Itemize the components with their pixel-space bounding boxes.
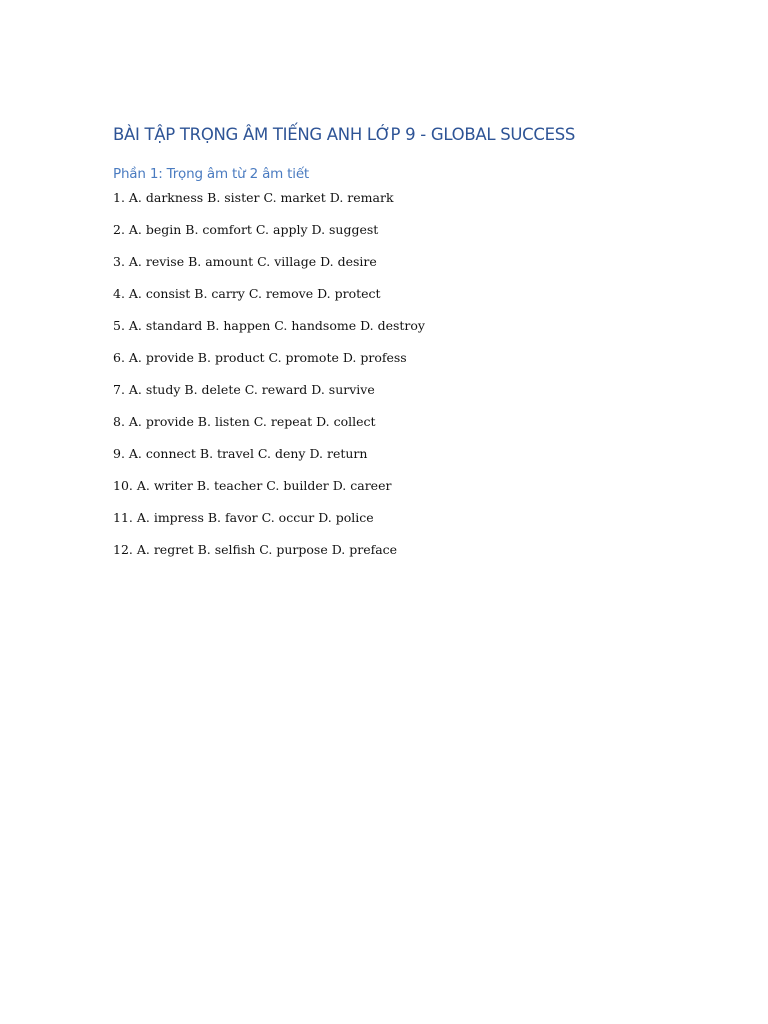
document-title: BÀI TẬP TRỌNG ÂM TIẾNG ANH LỚP 9 - GLOBAL SUCCESS bbox=[113, 125, 576, 144]
question-item: 9. A. connect B. travel C. deny D. return bbox=[113, 446, 368, 461]
question-item: 3. A. revise B. amount C. village D. desire bbox=[113, 254, 377, 269]
question-item: 10. A. writer B. teacher C. builder D. career bbox=[113, 478, 392, 493]
question-item: 7. A. study B. delete C. reward D. survive bbox=[113, 382, 375, 397]
question-item: 1. A. darkness B. sister C. market D. remark bbox=[113, 190, 394, 205]
section-heading: Phần 1: Trọng âm từ 2 âm tiết bbox=[113, 166, 310, 182]
question-item: 8. A. provide B. listen C. repeat D. collect bbox=[113, 414, 376, 429]
question-item: 5. A. standard B. happen C. handsome D. destroy bbox=[113, 318, 425, 333]
question-item: 6. A. provide B. product C. promote D. profess bbox=[113, 350, 407, 365]
question-item: 11. A. impress B. favor C. occur D. police bbox=[113, 510, 374, 525]
question-item: 2. A. begin B. comfort C. apply D. suggest bbox=[113, 222, 379, 237]
question-list bbox=[113, 189, 425, 573]
question-item: 4. A. consist B. carry C. remove D. protect bbox=[113, 286, 381, 301]
question-item: 12. A. regret B. selfish C. purpose D. preface bbox=[113, 542, 398, 557]
